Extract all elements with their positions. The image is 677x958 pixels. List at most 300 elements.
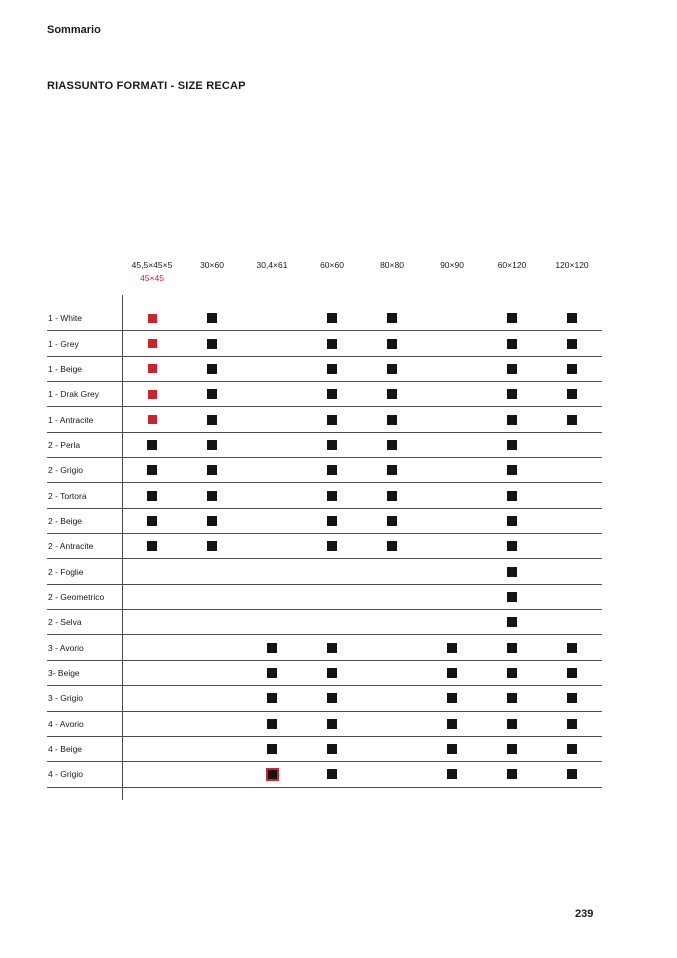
size-marker-black — [327, 541, 337, 551]
size-cell — [422, 585, 482, 609]
size-marker-black — [327, 719, 337, 729]
size-cell — [362, 610, 422, 634]
size-cell — [242, 509, 302, 533]
size-cell — [422, 483, 482, 507]
size-marker-black — [567, 719, 577, 729]
size-cell — [122, 635, 182, 659]
table-row — [47, 686, 602, 711]
size-cell — [542, 331, 602, 355]
size-marker-black — [447, 719, 457, 729]
size-cell — [362, 433, 422, 457]
size-cell — [482, 712, 542, 736]
size-cell — [422, 509, 482, 533]
row-label: 4 - Beige — [48, 744, 83, 755]
size-cell — [122, 686, 182, 710]
size-cell — [422, 306, 482, 330]
size-cell — [302, 306, 362, 330]
size-cell — [362, 762, 422, 786]
size-marker-black — [507, 693, 517, 703]
size-marker-black — [207, 364, 217, 374]
row-label: 2 - Tortora — [48, 490, 87, 501]
size-cell — [542, 762, 602, 786]
row-label: 3 - Avorio — [48, 642, 84, 653]
size-cell — [302, 635, 362, 659]
size-cell — [422, 712, 482, 736]
size-cell — [302, 559, 362, 583]
size-cell — [482, 357, 542, 381]
size-cell — [422, 762, 482, 786]
size-marker-black — [507, 592, 517, 602]
size-marker-black — [387, 440, 397, 450]
table-row — [47, 737, 602, 762]
size-table-body — [47, 306, 602, 788]
size-marker-black — [567, 643, 577, 653]
size-cell — [362, 458, 422, 482]
column-label: 30,4×61 — [256, 260, 288, 270]
size-marker-black — [147, 491, 157, 501]
size-cell — [362, 737, 422, 761]
size-cell — [122, 433, 182, 457]
size-cell — [422, 635, 482, 659]
size-cell — [182, 382, 242, 406]
size-marker-black — [327, 440, 337, 450]
size-cell — [542, 661, 602, 685]
size-marker-black — [207, 339, 217, 349]
breadcrumb: Sommario — [47, 24, 101, 36]
size-cell — [482, 762, 542, 786]
table-row — [47, 661, 602, 686]
size-cell — [242, 483, 302, 507]
table-row — [47, 712, 602, 737]
size-cell — [422, 686, 482, 710]
size-cell — [182, 635, 242, 659]
size-cell — [542, 610, 602, 634]
size-cell — [422, 661, 482, 685]
size-cell — [362, 407, 422, 431]
size-cell — [122, 661, 182, 685]
table-row — [47, 610, 602, 635]
size-cell — [362, 661, 422, 685]
size-cell — [302, 357, 362, 381]
size-marker-black — [327, 693, 337, 703]
table-row — [47, 585, 602, 610]
column-label: 80×80 — [380, 260, 404, 270]
size-marker-black — [447, 744, 457, 754]
size-cell — [242, 458, 302, 482]
size-cell — [482, 534, 542, 558]
row-label: 4 - Grigio — [48, 769, 83, 780]
table-row — [47, 635, 602, 660]
size-cell — [482, 306, 542, 330]
size-cell — [122, 458, 182, 482]
size-cell — [182, 610, 242, 634]
size-cell — [482, 661, 542, 685]
size-marker-black — [387, 339, 397, 349]
size-cell — [362, 382, 422, 406]
size-cell — [482, 483, 542, 507]
size-cell — [542, 686, 602, 710]
size-cell — [482, 610, 542, 634]
size-cell — [182, 509, 242, 533]
size-marker-black — [567, 769, 577, 779]
size-marker-black — [507, 744, 517, 754]
size-cell — [422, 357, 482, 381]
size-cell — [362, 686, 422, 710]
size-cell — [122, 559, 182, 583]
table-row — [47, 458, 602, 483]
size-cell — [542, 458, 602, 482]
size-cell — [362, 306, 422, 330]
size-cell — [122, 357, 182, 381]
table-row — [47, 762, 602, 787]
size-cell — [242, 686, 302, 710]
page-number: 239 — [575, 908, 594, 920]
size-cell — [542, 635, 602, 659]
size-marker-black — [387, 541, 397, 551]
size-cell — [302, 433, 362, 457]
column-header — [122, 261, 182, 284]
size-marker-black — [387, 415, 397, 425]
size-cell — [542, 559, 602, 583]
size-cell — [482, 686, 542, 710]
size-cell — [362, 585, 422, 609]
size-marker-black — [387, 364, 397, 374]
size-marker-black — [387, 389, 397, 399]
row-label: 1 - Antracite — [48, 414, 94, 425]
size-marker-black — [507, 719, 517, 729]
size-marker-black — [147, 465, 157, 475]
row-label: 2 - Beige — [48, 515, 83, 526]
size-cell — [302, 585, 362, 609]
size-cell — [182, 331, 242, 355]
row-label: 2 - Antracite — [48, 541, 94, 552]
size-cell — [362, 559, 422, 583]
size-cell — [542, 357, 602, 381]
size-cell — [302, 737, 362, 761]
size-cell — [122, 331, 182, 355]
size-cell — [242, 534, 302, 558]
column-label: 120×120 — [555, 260, 589, 270]
size-marker-black — [147, 440, 157, 450]
column-header — [482, 261, 542, 284]
page-title: RIASSUNTO FORMATI - SIZE RECAP — [47, 80, 246, 92]
size-cell — [422, 534, 482, 558]
column-header — [542, 261, 602, 284]
size-marker-red — [148, 339, 157, 348]
size-cell — [182, 357, 242, 381]
table-row — [47, 382, 602, 407]
size-cell — [122, 762, 182, 786]
table-row — [47, 534, 602, 559]
size-cell — [542, 509, 602, 533]
row-label: 1 - White — [48, 313, 83, 324]
size-marker-black — [507, 516, 517, 526]
size-marker-black — [567, 693, 577, 703]
size-cell — [422, 737, 482, 761]
row-label: 2 - Selva — [48, 617, 82, 628]
size-marker-black — [507, 313, 517, 323]
size-cell — [482, 635, 542, 659]
size-marker-black — [447, 693, 457, 703]
size-marker-black — [507, 339, 517, 349]
size-cell — [422, 407, 482, 431]
row-label: 2 - Geometrico — [48, 591, 105, 602]
size-marker-black — [327, 769, 337, 779]
size-cell — [482, 559, 542, 583]
size-cell — [542, 737, 602, 761]
size-cell — [482, 407, 542, 431]
size-cell — [542, 534, 602, 558]
size-cell — [482, 331, 542, 355]
column-headers — [122, 261, 602, 284]
size-marker-black — [507, 643, 517, 653]
size-cell — [242, 737, 302, 761]
table-row — [47, 357, 602, 382]
size-marker-red — [148, 364, 157, 373]
size-marker-black — [207, 541, 217, 551]
size-cell — [482, 585, 542, 609]
size-cell — [422, 610, 482, 634]
row-label: 3 - Grigio — [48, 693, 83, 704]
size-marker-black — [327, 415, 337, 425]
size-marker-black — [327, 339, 337, 349]
size-marker-black — [387, 491, 397, 501]
size-marker-black — [147, 516, 157, 526]
size-cell — [422, 458, 482, 482]
size-cell — [182, 534, 242, 558]
size-marker-black — [207, 440, 217, 450]
size-cell — [122, 509, 182, 533]
size-marker-black — [267, 693, 277, 703]
row-label: 4 - Avorio — [48, 718, 84, 729]
size-marker-black — [327, 465, 337, 475]
size-marker-black — [267, 719, 277, 729]
size-marker-black — [327, 389, 337, 399]
size-cell — [122, 737, 182, 761]
size-marker-black — [567, 364, 577, 374]
size-cell — [302, 762, 362, 786]
size-marker-black — [387, 465, 397, 475]
column-label: 45,5×45×5 — [131, 260, 173, 270]
column-label: 60×60 — [320, 260, 344, 270]
size-cell — [542, 483, 602, 507]
size-cell — [182, 458, 242, 482]
size-marker-black — [507, 617, 517, 627]
size-cell — [182, 483, 242, 507]
size-cell — [362, 509, 422, 533]
size-cell — [122, 407, 182, 431]
size-marker-black — [207, 415, 217, 425]
size-marker-black — [567, 744, 577, 754]
column-label: 30×60 — [200, 260, 224, 270]
size-cell — [362, 635, 422, 659]
size-marker-black — [507, 769, 517, 779]
size-marker-black — [507, 415, 517, 425]
size-cell — [482, 382, 542, 406]
size-marker-black — [387, 516, 397, 526]
size-marker-black — [567, 668, 577, 678]
size-marker-black — [507, 389, 517, 399]
size-marker-black — [327, 744, 337, 754]
size-cell — [302, 661, 362, 685]
size-cell — [422, 331, 482, 355]
size-cell — [182, 737, 242, 761]
size-cell — [242, 382, 302, 406]
size-cell — [242, 610, 302, 634]
size-cell — [182, 433, 242, 457]
size-marker-black — [507, 364, 517, 374]
size-cell — [182, 661, 242, 685]
size-marker-black — [507, 440, 517, 450]
column-header — [302, 261, 362, 284]
table-row — [47, 483, 602, 508]
size-marker-black — [267, 643, 277, 653]
size-cell — [242, 712, 302, 736]
size-cell — [242, 585, 302, 609]
size-cell — [242, 407, 302, 431]
size-cell — [362, 331, 422, 355]
row-label: 3- Beige — [48, 667, 80, 678]
row-label: 1 - Grey — [48, 338, 79, 349]
table-row — [47, 509, 602, 534]
size-cell — [302, 458, 362, 482]
size-cell — [542, 382, 602, 406]
size-cell — [482, 433, 542, 457]
table-row — [47, 306, 602, 331]
size-marker-black — [147, 541, 157, 551]
size-cell — [182, 585, 242, 609]
column-header — [422, 261, 482, 284]
size-marker-red — [148, 415, 157, 424]
size-marker-black — [207, 313, 217, 323]
size-marker-black — [507, 567, 517, 577]
column-header — [242, 261, 302, 284]
size-cell — [302, 382, 362, 406]
size-cell — [242, 559, 302, 583]
size-cell — [122, 382, 182, 406]
size-marker-black — [207, 465, 217, 475]
column-sublabel: 45×45 — [140, 273, 164, 284]
size-marker-black — [567, 389, 577, 399]
size-cell — [122, 483, 182, 507]
size-cell — [422, 382, 482, 406]
size-cell — [542, 433, 602, 457]
size-cell — [302, 686, 362, 710]
size-cell — [362, 534, 422, 558]
size-cell — [242, 635, 302, 659]
size-cell — [542, 585, 602, 609]
size-cell — [302, 509, 362, 533]
size-cell — [182, 712, 242, 736]
table-row — [47, 331, 602, 356]
size-cell — [122, 306, 182, 330]
size-cell — [182, 762, 242, 786]
size-cell — [242, 331, 302, 355]
size-marker-black — [507, 491, 517, 501]
size-cell — [122, 610, 182, 634]
size-cell — [362, 357, 422, 381]
size-marker-black — [447, 643, 457, 653]
size-cell — [542, 407, 602, 431]
size-cell — [182, 686, 242, 710]
size-marker-red-outline — [266, 768, 279, 781]
size-cell — [122, 534, 182, 558]
size-marker-red — [148, 314, 157, 323]
size-cell — [182, 559, 242, 583]
row-label: 1 - Beige — [48, 363, 83, 374]
size-marker-black — [327, 491, 337, 501]
size-cell — [302, 610, 362, 634]
column-label: 60×120 — [497, 260, 527, 270]
size-cell — [482, 458, 542, 482]
column-header — [362, 261, 422, 284]
size-cell — [362, 483, 422, 507]
size-cell — [302, 331, 362, 355]
size-marker-red — [148, 390, 157, 399]
size-marker-black — [267, 668, 277, 678]
size-marker-black — [567, 415, 577, 425]
size-cell — [302, 407, 362, 431]
size-marker-black — [327, 364, 337, 374]
size-cell — [422, 433, 482, 457]
size-marker-black — [327, 643, 337, 653]
size-marker-black — [207, 389, 217, 399]
size-marker-black — [567, 313, 577, 323]
column-label: 90×90 — [440, 260, 464, 270]
size-cell — [482, 509, 542, 533]
size-cell — [362, 712, 422, 736]
size-cell — [242, 661, 302, 685]
size-cell — [302, 534, 362, 558]
size-marker-black — [207, 516, 217, 526]
table-row — [47, 433, 602, 458]
size-marker-black — [207, 491, 217, 501]
row-label: 2 - Foglie — [48, 566, 84, 577]
table-row — [47, 407, 602, 432]
size-cell — [482, 737, 542, 761]
size-cell — [242, 762, 302, 786]
size-cell — [122, 585, 182, 609]
size-marker-black — [267, 744, 277, 754]
size-cell — [242, 357, 302, 381]
size-marker-black — [447, 668, 457, 678]
row-label: 2 - Grigio — [48, 465, 83, 476]
size-marker-black — [507, 541, 517, 551]
size-marker-black — [447, 769, 457, 779]
column-header — [182, 261, 242, 284]
size-cell — [242, 433, 302, 457]
size-marker-black — [327, 668, 337, 678]
size-marker-black — [387, 313, 397, 323]
size-marker-black — [327, 516, 337, 526]
size-cell — [182, 306, 242, 330]
size-cell — [542, 712, 602, 736]
table-row — [47, 559, 602, 584]
size-cell — [542, 306, 602, 330]
size-marker-black — [507, 668, 517, 678]
size-cell — [242, 306, 302, 330]
size-cell — [302, 712, 362, 736]
size-cell — [182, 407, 242, 431]
row-label: 2 - Perla — [48, 439, 81, 450]
size-marker-black — [507, 465, 517, 475]
size-marker-black — [327, 313, 337, 323]
size-cell — [122, 712, 182, 736]
size-cell — [302, 483, 362, 507]
size-marker-black — [567, 339, 577, 349]
size-cell — [422, 559, 482, 583]
row-label: 1 - Drak Grey — [48, 389, 100, 400]
